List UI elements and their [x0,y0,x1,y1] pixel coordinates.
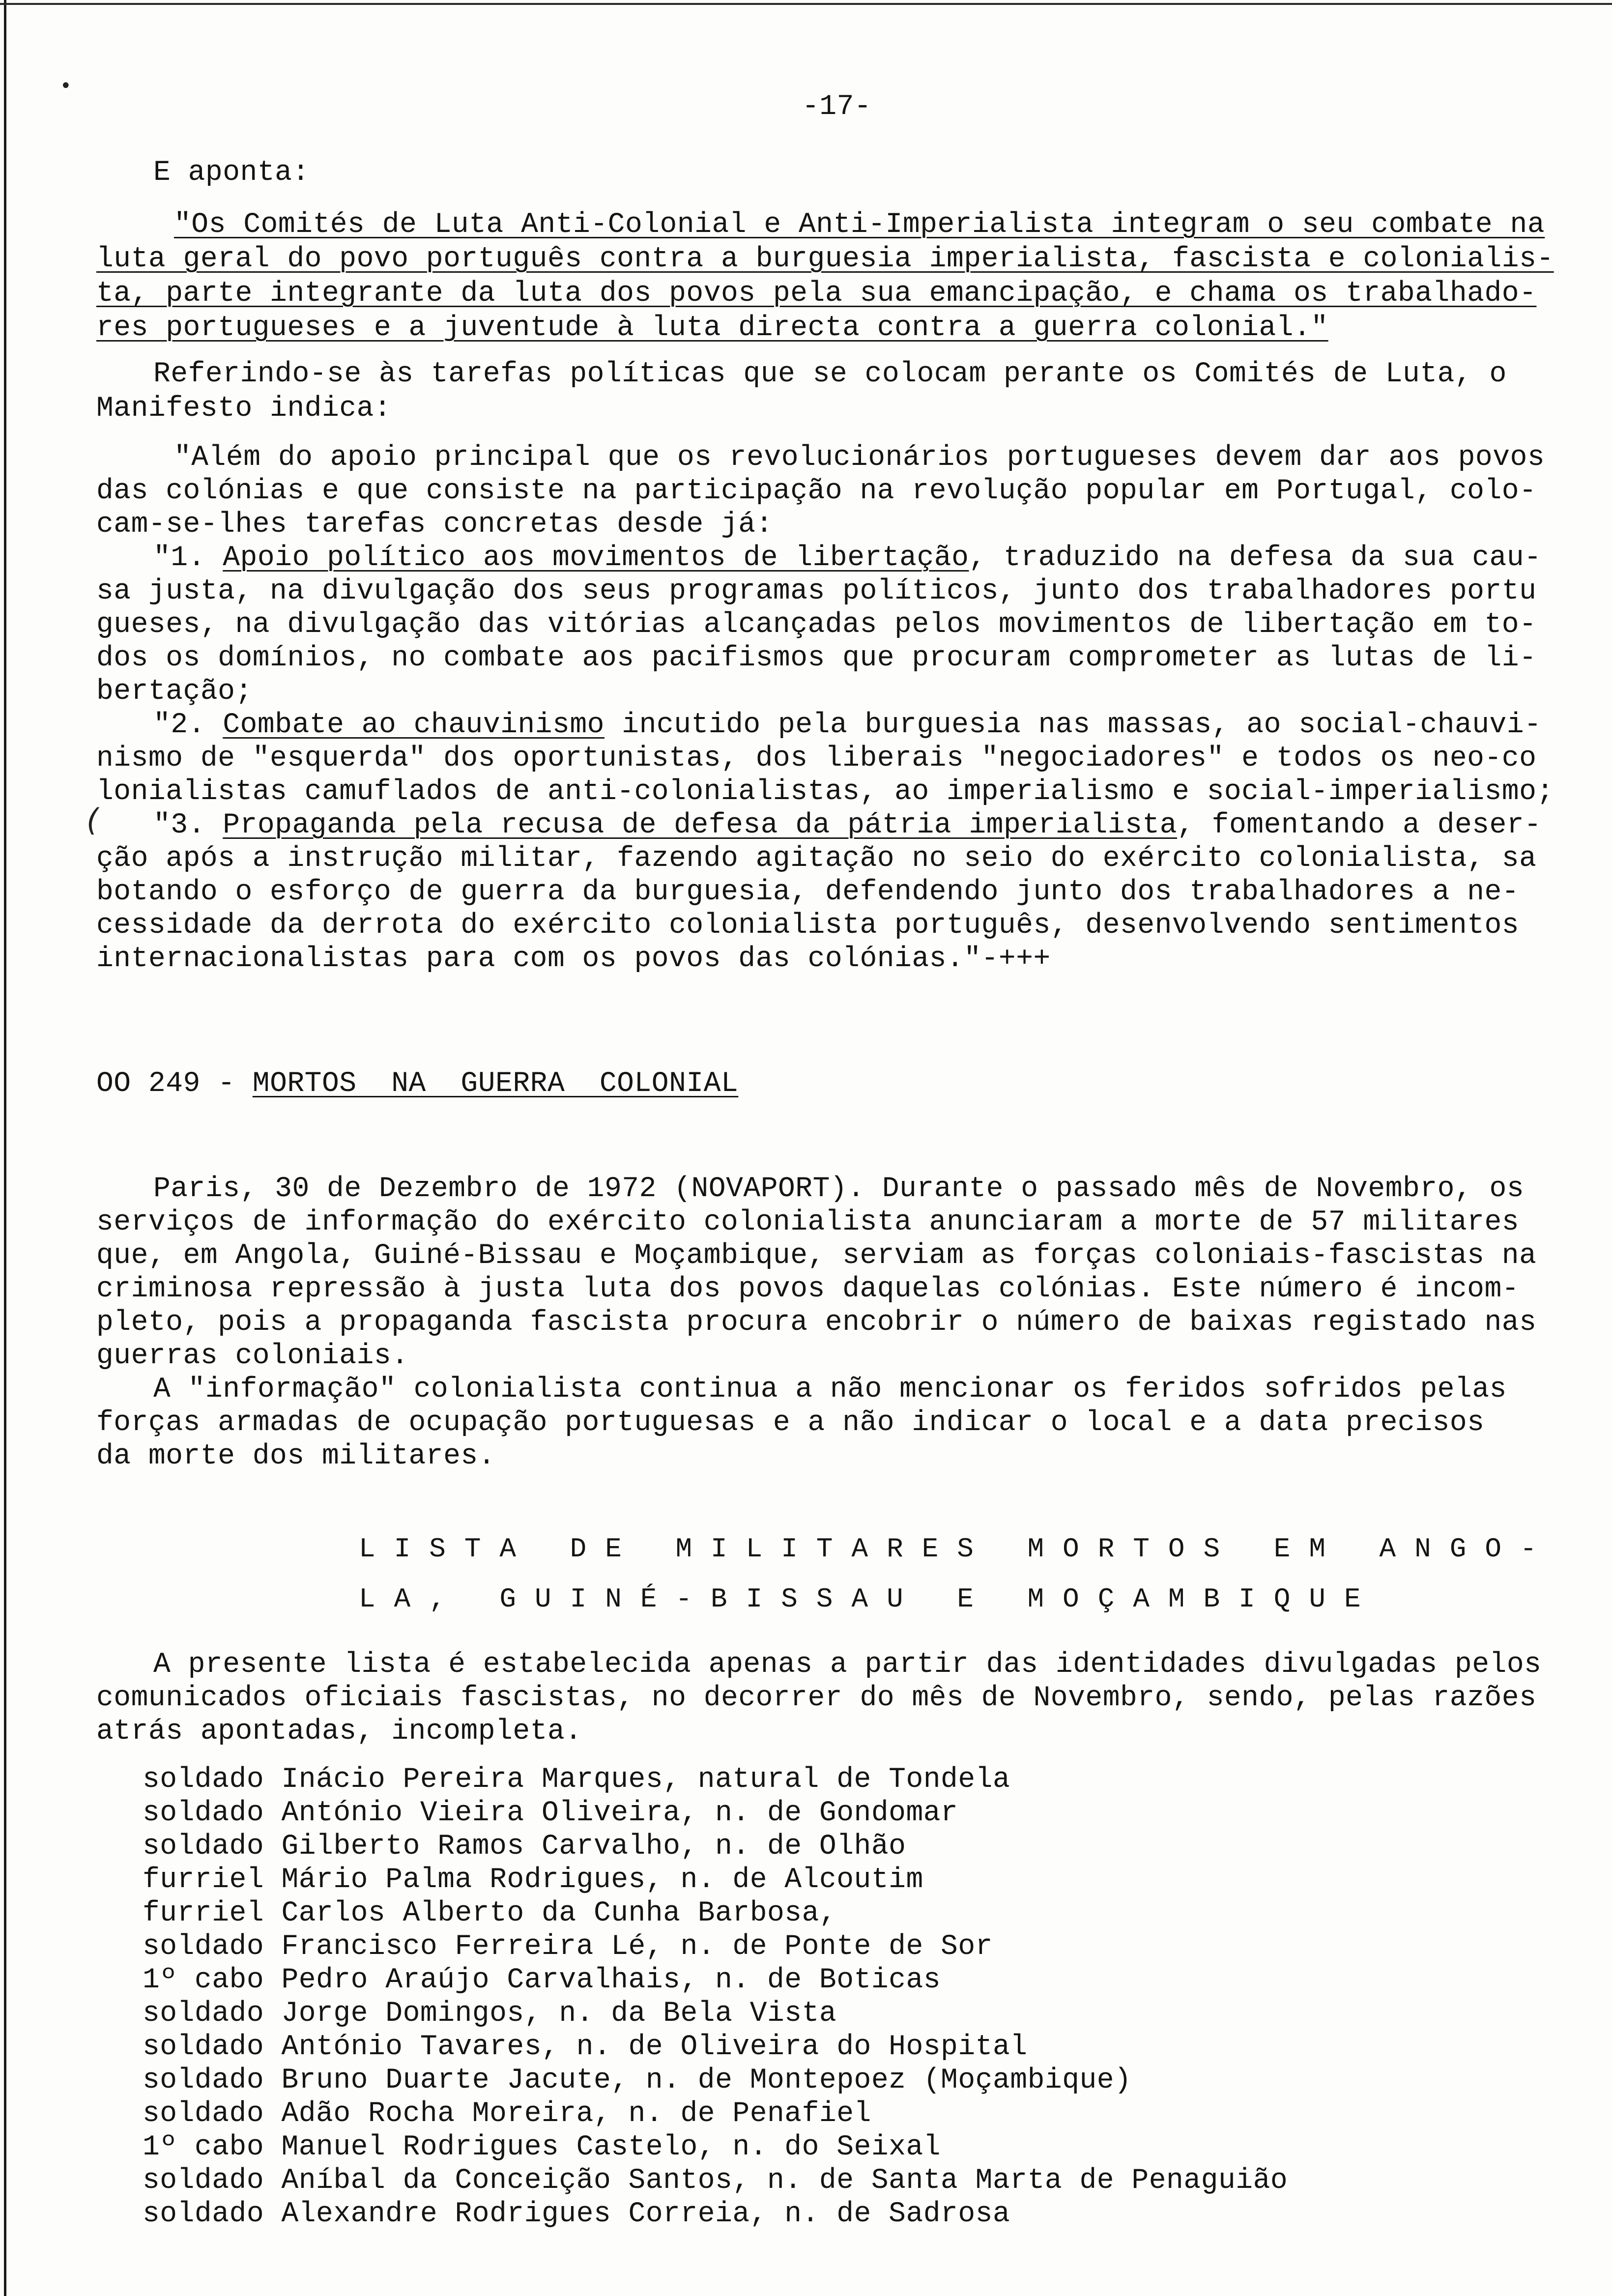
list-heading-line-1: LISTA DE MILITARES MORTOS EM ANGO- [359,1533,1555,1565]
item2-title: Combate ao chauvinismo [223,709,604,741]
list-heading-line-2: LA, GUINÉ-BISSAU E MOÇAMBIQUE [359,1583,1380,1615]
list-item: soldado Alexandre Rodrigues Correia, n. de Sadrosa [143,2198,1010,2230]
scan-top-border [0,3,1612,5]
para-ref-line-2: Manifesto indica: [96,393,392,425]
item2-line-3: lonialistas camuflados de anti-colonialistas, ao imperialismo e social-imperialismo; [96,776,1554,808]
para-list-intro-line-3: atrás apontadas, incompleta. [96,1716,582,1748]
item2-rest: incutido pela burguesia nas massas, ao social-chauvi- [604,709,1542,741]
section-code: OO 249 - [96,1068,253,1100]
list-item: soldado Gilberto Ramos Carvalho, n. de Olhão [143,1831,906,1863]
para-info-line-3: da morte dos militares. [96,1440,496,1472]
item3-line-4: cessidade da derrota do exército colonialista português, desenvolvendo sentimentos [96,910,1520,942]
para-paris-line-3: que, em Angola, Guiné-Bissau e Moçambique, serviam as forças coloniais-fascistas na [96,1240,1537,1272]
item1-line-5: bertação; [96,676,253,708]
item3-number: "3. [153,809,223,841]
quote1-line-4: res portugueses e a juventude à luta directa contra a guerra colonial." [96,312,1328,344]
item1-line-2: sa justa, na divulgação dos seus programas políticos, junto dos trabalhadores portu [96,575,1537,607]
list-item: furriel Mário Palma Rodrigues, n. de Alcoutim [143,1864,923,1896]
margin-paren-mark: ( [86,802,99,838]
list-item: soldado Jorge Domingos, n. da Bela Vista [143,1998,837,2030]
para-info-line-1: A "informação" colonialista continua a não mencionar os feridos sofridos pelas [153,1374,1507,1406]
list-item: soldado Francisco Ferreira Lé, n. de Ponte de Sor [143,1931,993,1963]
para-paris-line-2: serviços de informação do exército colonialista anunciaram a morte de 57 militares [96,1206,1520,1238]
para-list-intro-line-2: comunicados oficiais fascistas, no decorrer do mês de Novembro, sendo, pelas razões [96,1682,1537,1714]
quote2-line-3: cam-se-lhes tarefas concretas desde já: [96,509,773,541]
item1-line-3: gueses, na divulgação das vitórias alcançadas pelos movimentos de libertação em to- [96,609,1537,641]
quote1-line-1: "Os Comités de Luta Anti-Colonial e Anti-Imperialista integram o seu combate na [174,209,1545,241]
scan-left-border [4,0,6,2296]
para-paris-line-1: Paris, 30 de Dezembro de 1972 (NOVAPORT). Durante o passado mês de Novembro, os [153,1173,1525,1205]
para-ref-line-1: Referindo-se às tarefas políticas que se colocam perante os Comités de Luta, o [153,358,1507,390]
item2-first-line [153,709,1541,742]
list-item: soldado António Tavares, n. de Oliveira do Hospital [143,2031,1028,2063]
quote2-line-2: das colónias e que consiste na participação na revolução popular em Portugal, colo- [96,475,1537,507]
item3-first-line [153,809,1541,842]
item1-first-line [153,542,1541,575]
intro-line: E aponta: [153,157,310,189]
item3-title: Propaganda pela recusa de defesa da pátria imperialista [223,809,1178,841]
list-item: soldado Bruno Duarte Jacute, n. de Montepoez (Moçambique) [143,2065,1132,2096]
item1-line-4: dos os domínios, no combate aos pacifismos que procuram comprometer as lutas de li- [96,642,1537,674]
list-item: 1º cabo Pedro Araújo Carvalhais, n. de Boticas [143,1964,941,1996]
quote1-line-3: ta, parte integrante da luta dos povos pela sua emancipação, e chama os trabalhado- [96,278,1537,310]
para-paris-line-5: pleto, pois a propaganda fascista procura encobrir o número de baixas registado nas [96,1307,1537,1339]
para-info-line-2: forças armadas de ocupação portuguesas e a não indicar o local e a data precisos [96,1407,1485,1439]
item3-line-2: ção após a instrução militar, fazendo agitação no seio do exército colonialista, sa [96,843,1537,875]
item1-title: Apoio político aos movimentos de libertação [223,542,969,574]
item2-number: "2. [153,709,223,741]
item1-rest: , traduzido na defesa da sua cau- [969,542,1542,574]
section-title: MORTOS NA GUERRA COLONIAL [252,1068,739,1100]
item3-line-5: internacionalistas para com os povos das colónias."-+++ [96,943,1051,975]
para-list-intro-line-1: A presente lista é estabelecida apenas a partir das identidades divulgadas pelos [153,1649,1542,1681]
section-heading [96,1067,738,1101]
item3-rest: , fomentando a deser- [1177,809,1542,841]
list-item: soldado Aníbal da Conceição Santos, n. de Santa Marta de Penaguião [143,2165,1288,2197]
para-paris-line-6: guerras coloniais. [96,1340,409,1372]
item2-line-2: nismo de "esquerda" dos oportunistas, dos liberais "negociadores" e todos os neo-co [96,743,1537,775]
list-item: soldado Inácio Pereira Marques, natural de Tondela [143,1764,1010,1796]
margin-bullet-mark: • [60,75,72,97]
list-item: furriel Carlos Alberto da Cunha Barbosa, [143,1897,837,1929]
item1-number: "1. [153,542,223,574]
quote1-line-2: luta geral do povo português contra a burguesia imperialista, fascista e colonialis- [96,243,1554,275]
para-paris-line-4: criminosa repressão à justa luta dos povos daquelas colónias. Este número é incom- [96,1273,1520,1305]
list-item: soldado António Vieira Oliveira, n. de Gondomar [143,1797,958,1829]
quote2-line-1: "Além do apoio principal que os revolucionários portugueses devem dar aos povos [174,442,1545,474]
page-number: -17- [802,91,872,123]
list-item: 1º cabo Manuel Rodrigues Castelo, n. do Seixal [143,2131,941,2163]
item3-line-3: botando o esforço de guerra da burguesia, defendendo junto dos trabalhadores a ne- [96,876,1520,908]
list-item: soldado Adão Rocha Moreira, n. de Penafiel [143,2098,871,2130]
